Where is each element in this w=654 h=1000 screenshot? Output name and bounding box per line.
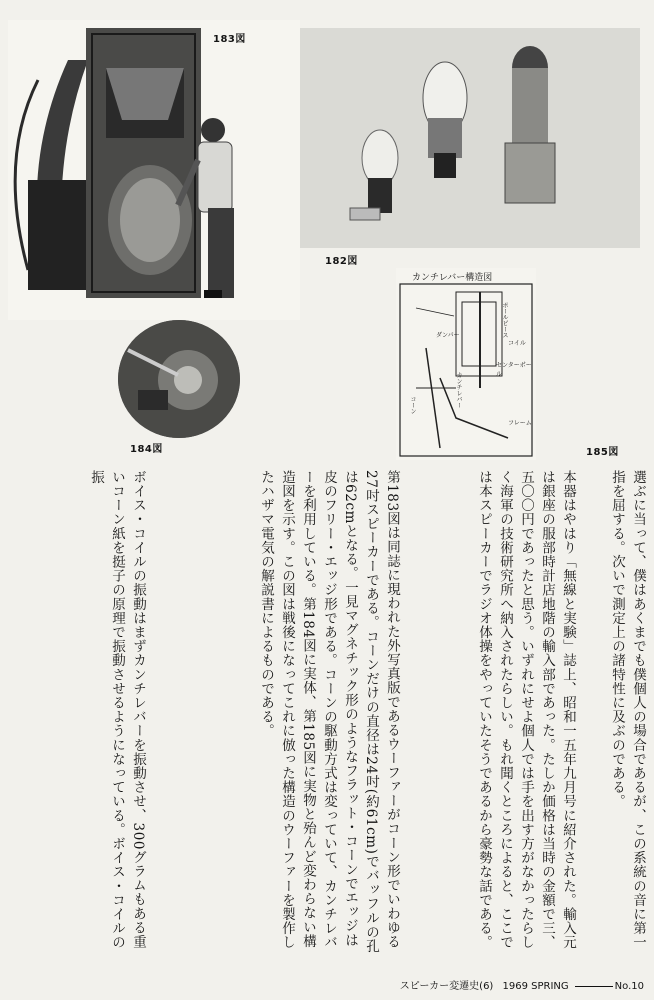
text-block-2: 本器はやはり「無線と実験」誌上、昭和一五年九月号に紹介された。輸入元は銀座の服部時計店地階の輸入部であった。たしか価格は当時の金額で三、五〇〇円であったと思う。いずれにせよ個人では手を出す方がなかったらしく海軍の技術研究所へ納入されたらしい。もれ聞くところによると、ここでは本スピーカーでラジオ体操をやっていたそうであるから豪勢な話である。 xyxy=(476,470,576,950)
figure-183-photo xyxy=(8,20,300,320)
diagram-title: カンチレバー構造図 xyxy=(412,273,493,283)
figure-182-photo xyxy=(300,28,640,248)
label-damper: ダンパー xyxy=(436,332,460,339)
figure-185-diagram xyxy=(396,268,536,460)
label-center-pole: センターポール xyxy=(496,362,532,378)
page-footer xyxy=(394,977,644,992)
footer-number: No.10 xyxy=(614,981,644,992)
vacuum-tubes-illustration xyxy=(300,28,640,248)
figure-184-photo xyxy=(118,320,240,438)
footer-issue: 1969 SPRING xyxy=(502,981,569,992)
figure-184-caption: 184図 xyxy=(130,444,163,455)
footer-rule xyxy=(575,986,613,987)
label-cantilever: カンチレバー xyxy=(455,372,462,408)
cantilever-mechanism-illustration xyxy=(118,320,240,438)
figure-183-caption: 183図 xyxy=(213,34,246,45)
label-pole-piece: ポールピース xyxy=(501,302,508,338)
footer-series: スピーカー変遷史(6) xyxy=(399,981,494,992)
label-coil: コイル xyxy=(508,340,526,347)
text-block-3: 第183図は同誌に現われた外写真版であるウーファーがコーン形でいわゆる27吋スピーカーである。コーンだけの直径は24吋(約61cm)でバッフルの孔は62cmとなる。一見マグネチック形のようなフラット・コーンでエッジは皮のフリー・エッジ形である。コーンの駆動方式は変っていて、カンチレバーを利用している。第184図に実体、第185図に実物と殆んど変わらない構造図を示す。この図は戦後になってこれに倣った構造のウーファーを製作したハザマ電気の解説書によるものである。 xyxy=(258,470,400,954)
label-frame: フレーム xyxy=(508,420,532,427)
text-block-4: ボイス・コイルの振動はまずカンチレバーを振動させ、300グラムもある重いコーン紙を挺子の原理で振動させるようになっている。ボイス・コイルの振 xyxy=(88,470,146,950)
figure-182-caption: 182図 xyxy=(325,256,358,267)
speaker-cabinet-illustration xyxy=(8,20,300,320)
label-cone: コーン xyxy=(409,396,416,414)
figure-185-caption: 185図 xyxy=(586,447,619,458)
text-block-1: 選ぶに当って、僕はあくまでも僕個人の場合であるが、この系統の音に第一指を屈する。次いで測定上の諸特性に及ぶのである。 xyxy=(609,470,646,950)
